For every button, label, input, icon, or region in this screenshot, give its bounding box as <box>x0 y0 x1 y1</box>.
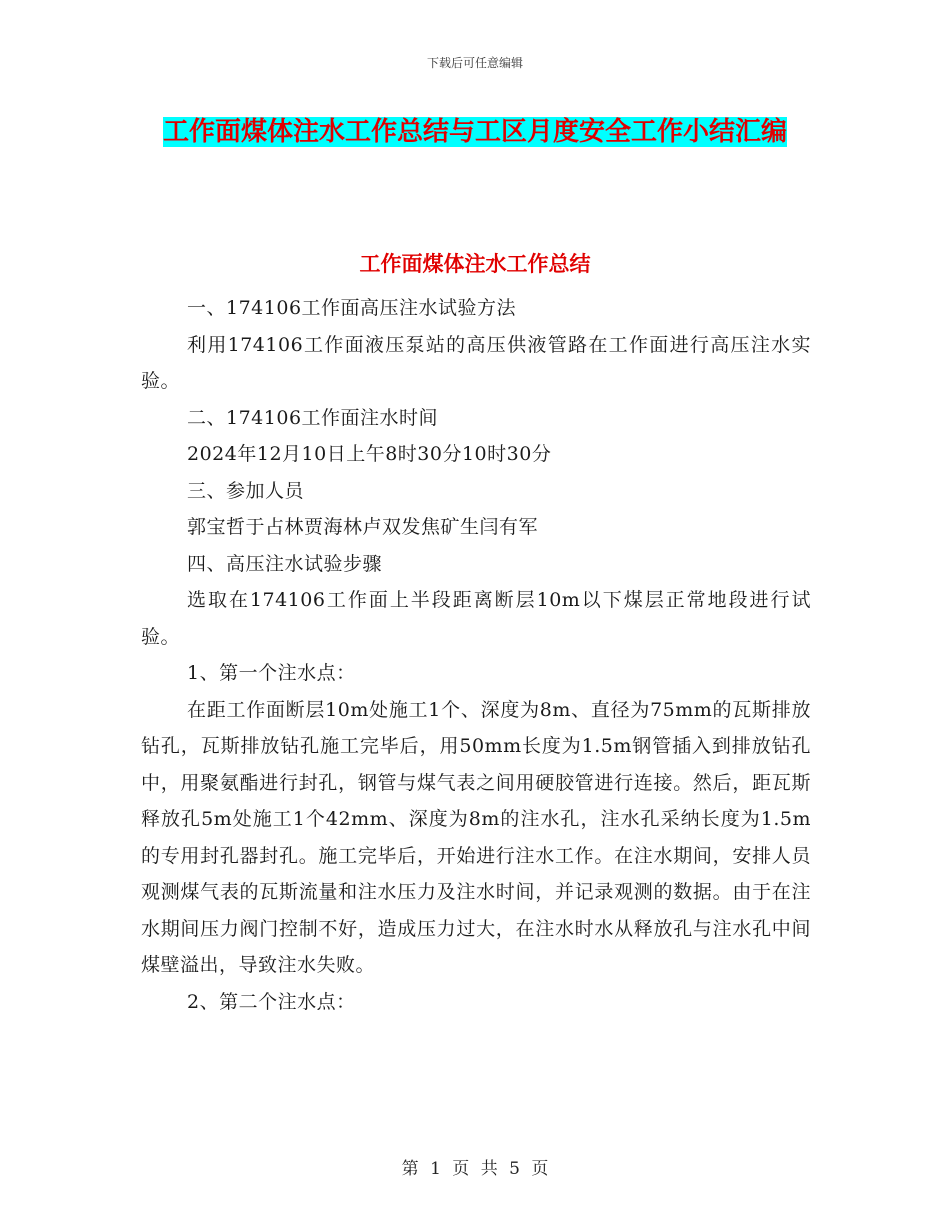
paragraph: 1、第一个注水点： <box>187 662 356 684</box>
page-footer: 第 1 页 共 5 页 <box>401 1159 549 1179</box>
paragraph: 四、高压注水试验步骤 <box>187 552 383 575</box>
paragraph: 一、174106工作面高压注水试验方法 <box>187 297 517 319</box>
document-title <box>140 110 810 154</box>
paragraph: 在距工作面断层10m处施工1个、深度为8m、直径为75mm的瓦斯排放钻孔，瓦斯排放钻孔施工完毕后，用50mm长度为1.5m钢管插入到排放钻孔中，用聚氨酯进行封孔，钢管与煤气表之间用硬胶管进行连接。然后，距瓦斯释放孔5m处施工1个42mm、深度为8m的注水孔，注水孔采纳长度为1.5m的专用封孔器封孔。施工完毕后，开始进行注水工作。在注水期间，安排人员观测煤气表的瓦斯流量和注水压力及注水时间，并记录观测的数据。由于在注水期间压力阀门控制不好，造成压力过大，在注水时水从释放孔与注水孔中间煤壁溢出，导致注水失败。 <box>141 698 811 976</box>
paragraph: 选取在174106工作面上半段距离断层10m以下煤层正常地段进行试验。 <box>141 589 811 648</box>
document-body <box>141 290 811 1020</box>
paragraph: 二、174106工作面注水时间 <box>187 406 439 429</box>
paragraph: 2024年12月10日上午8时30分10时30分 <box>187 443 552 465</box>
paragraph: 三、参加人员 <box>187 479 305 502</box>
paragraph: 郭宝哲于占林贾海林卢双发焦矿生闫有军 <box>187 516 539 538</box>
paragraph: 2、第二个注水点： <box>187 990 356 1013</box>
document-title-text: 工作面煤体注水工作总结与工区月度安全工作小结汇编 <box>162 117 787 147</box>
header-note: 下载后可任意编辑 <box>426 56 523 70</box>
section-title: 工作面煤体注水工作总结 <box>359 252 591 276</box>
paragraph: 利用174106工作面液压泵站的高压供液管路在工作面进行高压注水实验。 <box>141 333 811 392</box>
